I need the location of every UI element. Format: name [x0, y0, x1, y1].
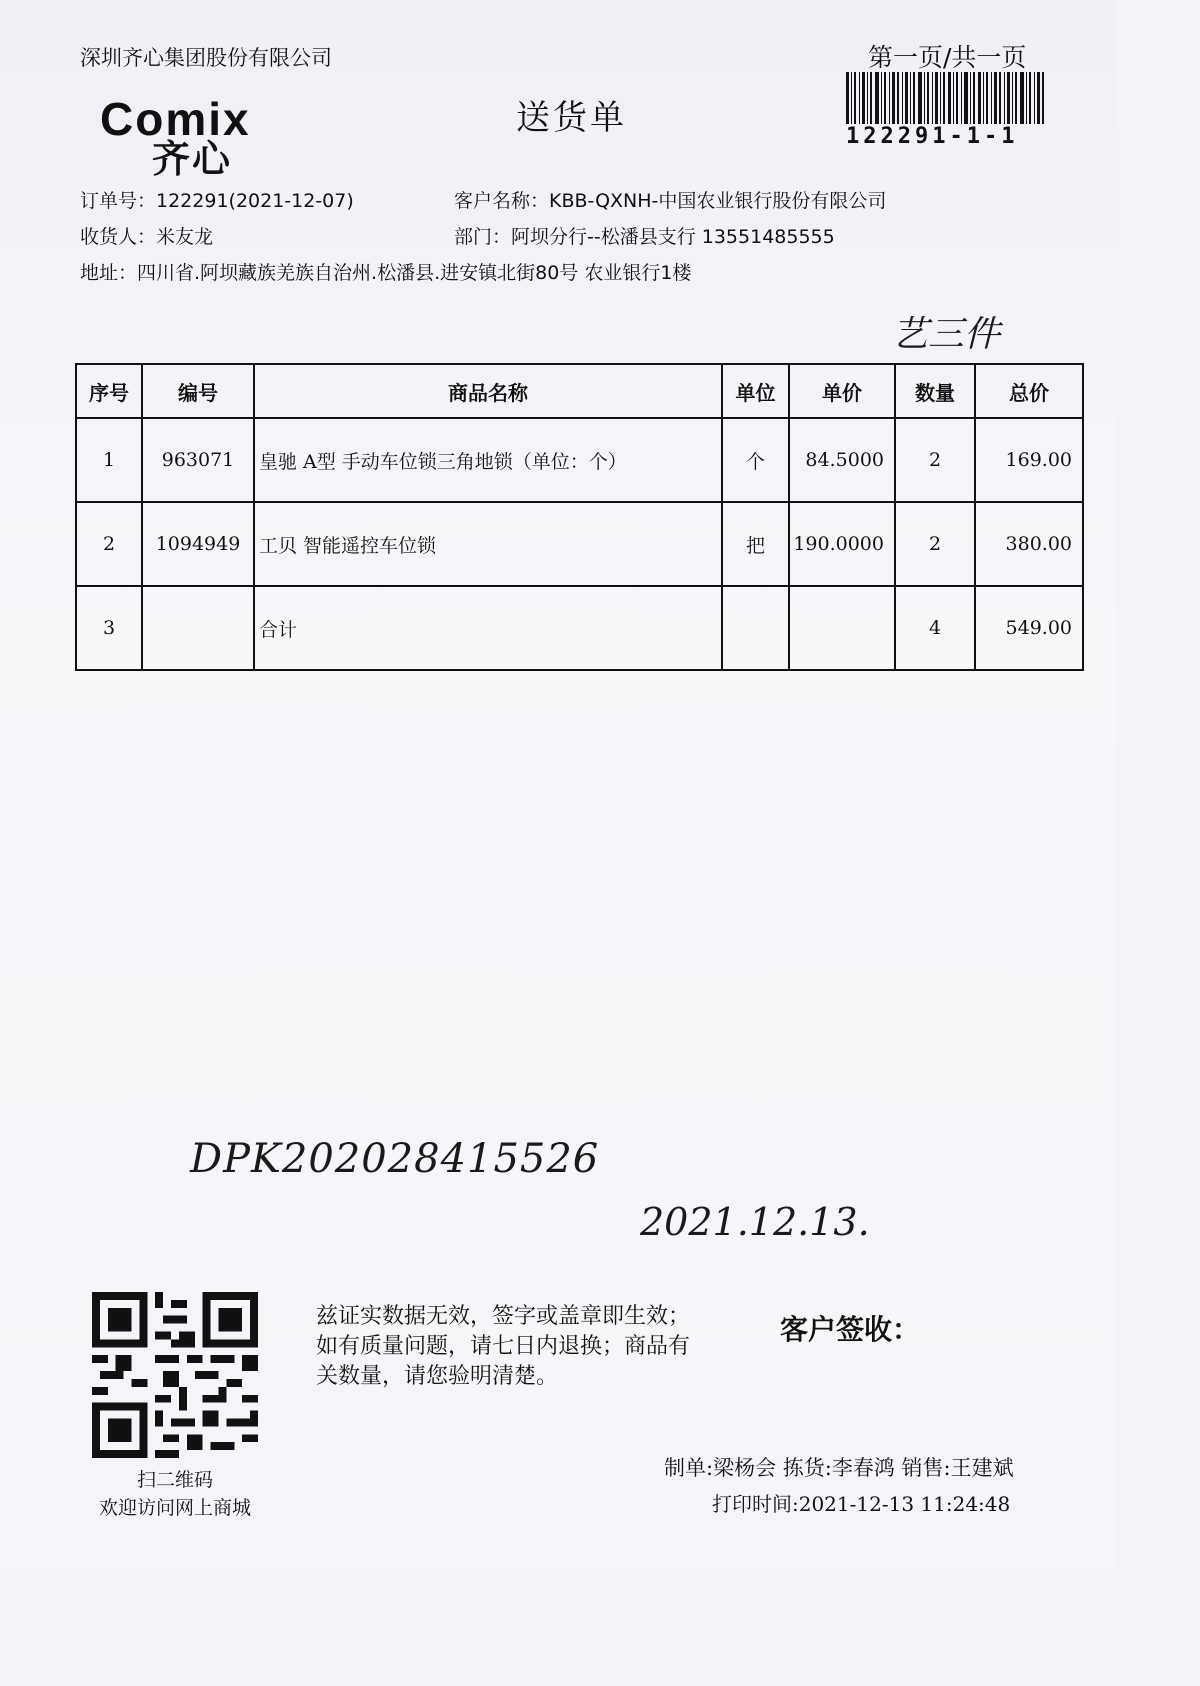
cell-quantity: 4 [895, 586, 975, 670]
barcode [846, 72, 1044, 124]
cell-product: 皇驰 A型 手动车位锁三角地锁（单位：个） [254, 418, 722, 502]
cell-quantity: 2 [895, 502, 975, 586]
customer-name: 客户名称：KBB-QXNH-中国农业银行股份有限公司 [454, 190, 887, 212]
cell-code: 963071 [142, 418, 254, 502]
table-header-row [76, 364, 1083, 418]
cell-unit-price: 190.0000 [789, 502, 895, 586]
col-header-unit-price: 单价 [789, 364, 895, 418]
items-table [75, 363, 1084, 671]
cell-index: 1 [76, 418, 142, 502]
handwritten-reference: DPK202028415526 [190, 1136, 600, 1182]
col-header-index: 序号 [76, 364, 142, 418]
qr-caption [80, 1466, 270, 1522]
col-header-quantity: 数量 [895, 364, 975, 418]
cell-product: 合计 [254, 586, 722, 670]
handwritten-note: 艺三件 [892, 314, 1001, 355]
company-name: 深圳齐心集团股份有限公司 [80, 46, 332, 70]
barcode-number: 122291-1-1 [846, 124, 1019, 149]
cell-code [142, 586, 254, 670]
cell-unit: 个 [722, 418, 789, 502]
handwritten-date: 2021.12.13. [640, 1200, 870, 1244]
col-header-code: 编号 [142, 364, 254, 418]
staff-line: 制单:梁杨会 拣货:李春鸿 销售:王建斌 [664, 1456, 1014, 1480]
comix-logo [96, 92, 306, 181]
cell-code: 1094949 [142, 502, 254, 586]
col-header-product: 商品名称 [254, 364, 722, 418]
col-header-unit: 单位 [722, 364, 789, 418]
order-number: 订单号：122291(2021-12-07) [80, 190, 354, 212]
page-indicator: 第一页/共一页 [868, 43, 1027, 72]
cell-unit [722, 586, 789, 670]
cell-quantity: 2 [895, 418, 975, 502]
logo-text-en: Comix [100, 93, 251, 145]
qr-caption-line1: 扫二维码 [136, 1469, 213, 1491]
print-time: 打印时间:2021-12-13 11:24:48 [712, 1492, 1011, 1516]
cell-total: 549.00 [975, 586, 1083, 670]
cell-total: 169.00 [975, 418, 1083, 502]
cell-unit-price: 84.5000 [789, 418, 895, 502]
document-title: 送货单 [516, 98, 627, 138]
cell-index: 2 [76, 502, 142, 586]
table-row-total [76, 586, 1083, 670]
cell-index: 3 [76, 586, 142, 670]
department: 部门：阿坝分行--松潘县支行 13551485555 [454, 226, 835, 248]
notice-text: 兹证实数据无效，签字或盖章即生效；如有质量问题，请七日内退换；商品有关数量，请您验明清楚。 [316, 1304, 691, 1389]
address: 地址：四川省.阿坝藏族羌族自治州.松潘县.进安镇北街80号 农业银行1楼 [80, 262, 692, 284]
qr-code [92, 1292, 258, 1458]
cell-total: 380.00 [975, 502, 1083, 586]
cell-unit-price [789, 586, 895, 670]
qr-caption-line2: 欢迎访问网上商城 [98, 1497, 251, 1519]
col-header-total: 总价 [975, 364, 1083, 418]
table-row [76, 502, 1083, 586]
customer-sign-label: 客户签收： [780, 1313, 921, 1346]
table-row [76, 418, 1083, 502]
cell-unit: 把 [722, 502, 789, 586]
cell-product: 工贝 智能遥控车位锁 [254, 502, 722, 586]
receiver: 收货人：米友龙 [80, 226, 214, 248]
logo-text-cn: 齐心 [152, 137, 233, 181]
